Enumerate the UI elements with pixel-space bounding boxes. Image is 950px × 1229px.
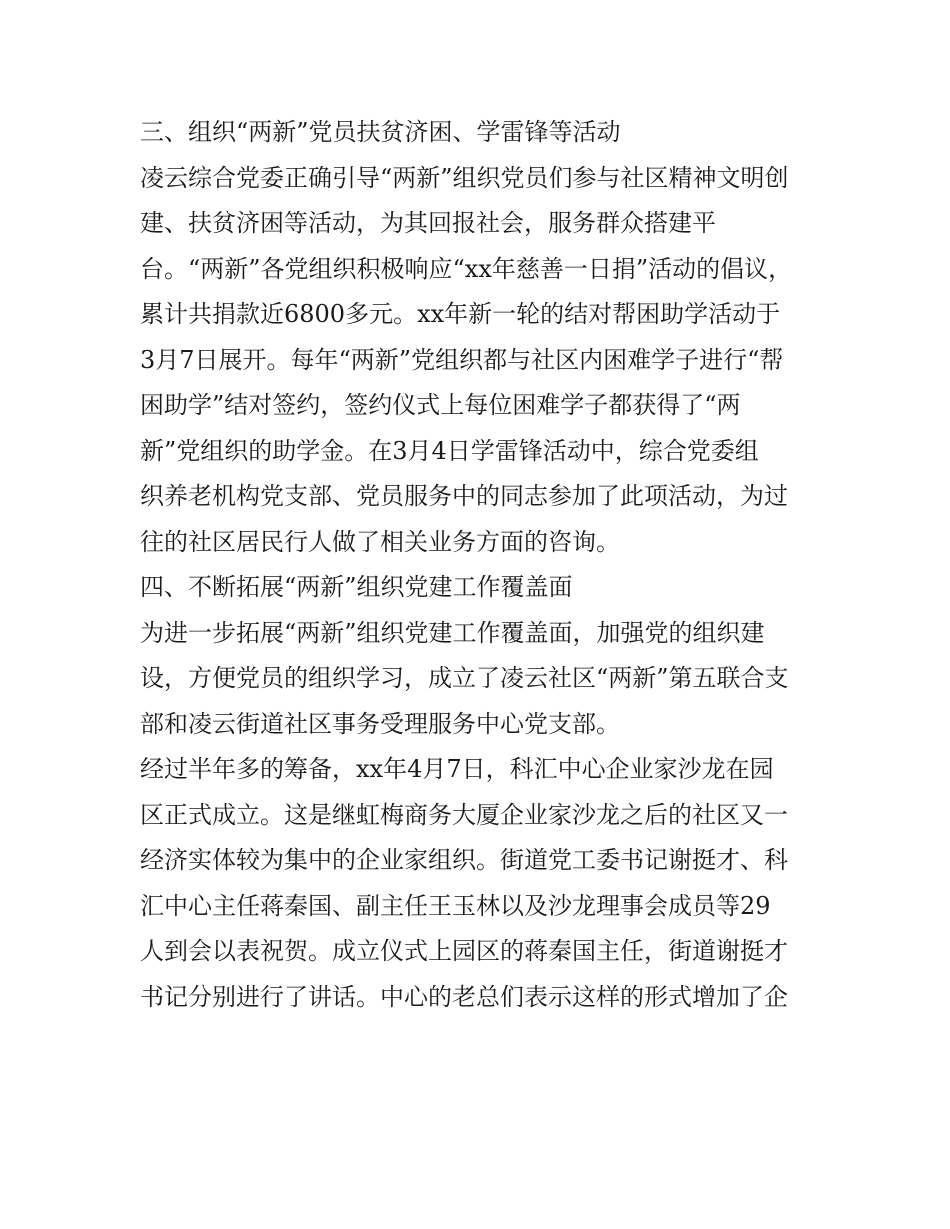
text-line: 汇中心主任蒋秦国、副主任王玉林以及沙龙理事会成员等29	[140, 891, 771, 920]
document-body	[140, 110, 820, 1020]
text-line: 经过半年多的筹备，xx年4月7日，科汇中心企业家沙龙在园	[140, 755, 774, 783]
text-line: 书记分别进行了讲话。中心的老总们表示这样的形式增加了企	[140, 982, 788, 1011]
text-line: 往的社区居民行人做了相关业务方面的咨询。	[140, 527, 620, 556]
text-line: 设，方便党员的组织学习，成立了凌云社区“两新”第五联合支	[140, 664, 789, 692]
text-line: 台。“两新”各党组织积极响应“xx年慈善一日捐”活动的倡议，	[140, 254, 793, 283]
text-line: 人到会以表祝贺。成立仪式上园区的蒋秦国主任，街道谢挺才	[140, 937, 788, 965]
text-line: 区正式成立。这是继虹梅商务大厦企业家沙龙之后的社区又一	[140, 800, 788, 829]
text-line: 织养老机构党支部、党员服务中的同志参加了此项活动，为过	[140, 482, 788, 510]
text-line: 凌云综合党委正确引导“两新”组织党员们参与社区精神文明创	[140, 163, 789, 192]
text-line: 累计共捐款近6800多元。xx年新一轮的结对帮困助学活动于	[140, 300, 781, 328]
text-line: 为进一步拓展“两新”组织党建工作覆盖面，加强党的组织建	[140, 618, 765, 647]
text-line: 新”党组织的助学金。在3月4日学雷锋活动中，综合党委组	[140, 436, 759, 465]
heading-section-four: 四、不断拓展“两新”组织党建工作覆盖面	[140, 573, 573, 601]
text-line: 3月7日展开。每年“两新”党组织都与社区内困难学子进行“帮	[140, 345, 784, 374]
heading-section-three: 三、组织“两新”党员扶贫济困、学雷锋等活动	[140, 118, 621, 146]
text-line: 经济实体较为集中的企业家组织。街道党工委书记谢挺才、科	[140, 846, 788, 874]
text-line: 部和凌云街道社区事务受理服务中心党支部。	[140, 709, 620, 738]
text-line: 建、扶贫济困等活动，为其回报社会，服务群众搭建平	[140, 209, 716, 237]
text-line: 困助学”结对签约，签约仪式上每位困难学子都获得了“两	[140, 391, 741, 419]
